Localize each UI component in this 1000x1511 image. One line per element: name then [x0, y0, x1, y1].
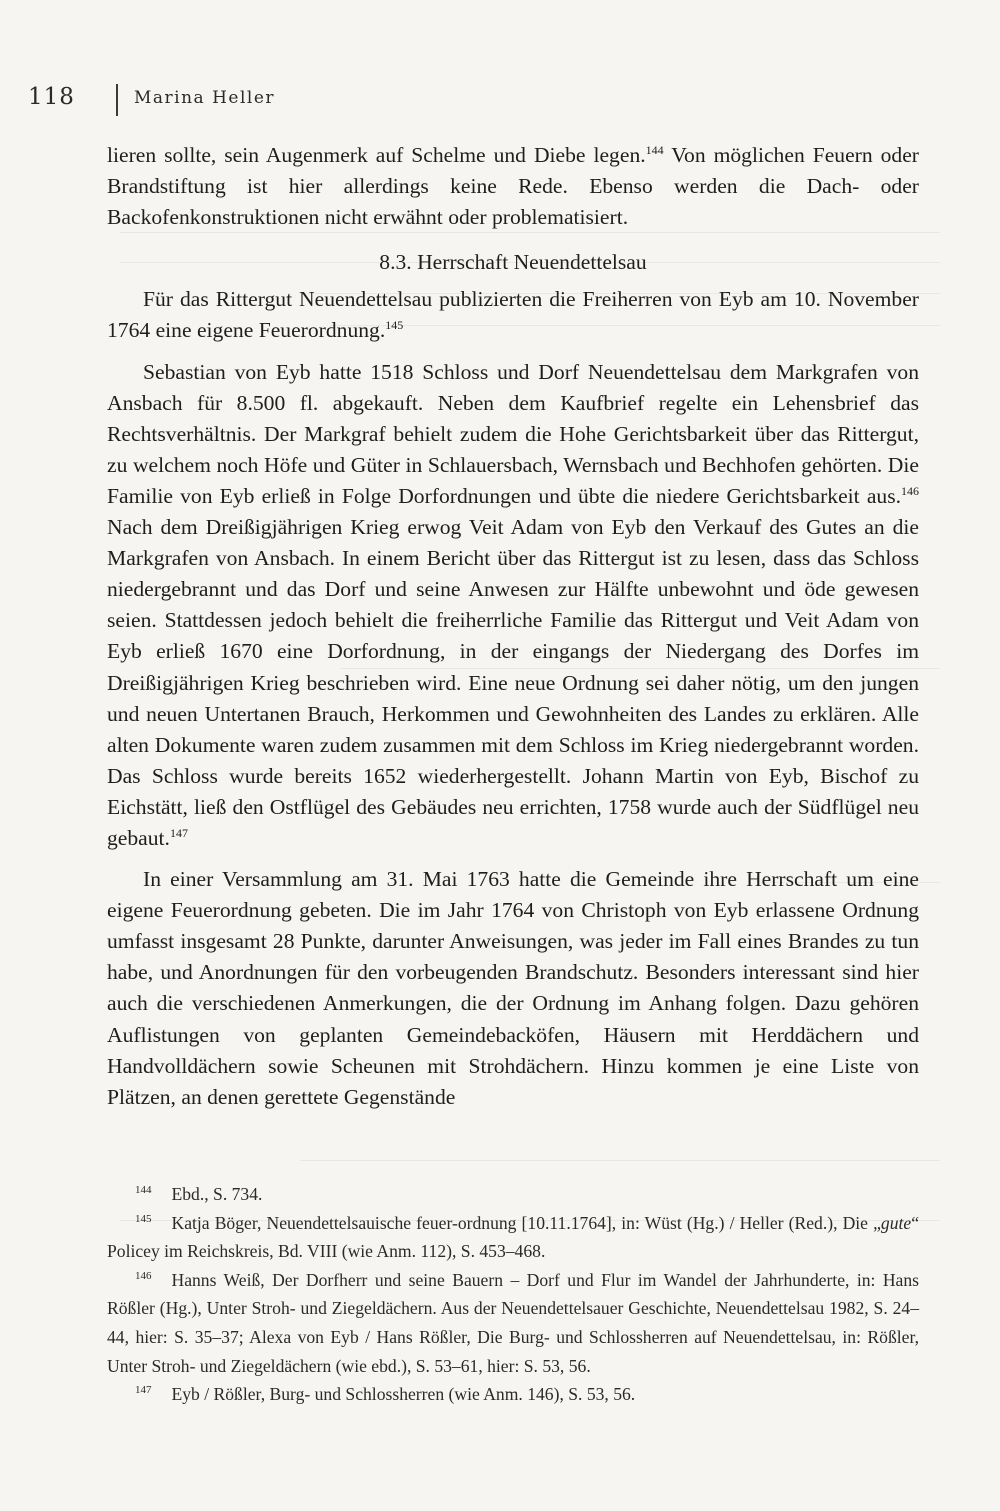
footnote: $^{146}$ Hanns Weiß, Der Dorfherr und seine Bauern – Dorf und Flur im Wandel der Jahrhunderte, in: Hans Rößler (Hg.), Unter Stroh- und Ziegeldächern. Aus der Neuendettelsauer Geschichte, Neuendettelsau 1982, S. 24–44, hier: S. 35–37; Alexa von Eyb / Hans Rößler, Die Burg- und Schlossherren auf Neuendettelsau, in: Rößler, Unter Stroh- und Ziegeldächern (wie ebd.), S. 53–61, hier: S. 53, 56. — [107, 1269, 919, 1376]
footnote: $^{147}$ Eyb / Rößler, Burg- und Schlossherren (wie Anm. 146), S. 53, 56. — [135, 1384, 636, 1405]
footnote-ref: 147 — [169, 825, 188, 840]
page-number: 118 — [28, 84, 75, 110]
paragraph: Für das Rittergut Neuendettelsau publizierten die Freiherren von Eyb am 10. November 1764 eine eigene Feuerordnung.$^{145}$ — [107, 287, 919, 343]
footnote-ref: 146 — [901, 483, 919, 498]
paragraph: Sebastian von Eyb hatte 1518 Schloss und Dorf Neuendettelsau dem Markgrafen von Ansbach für 8.500 fl. abgekauft. Neben dem Kaufbrief regelte ein Lehensbrief das Rechtsverhältnis. Der Markgraf behielt zudem die Hohe Gerichtsbarkeit über das Rittergut, zu welchem noch Höfe und Güter in Schlauersbach, Wernsbach und Bechhofen gehörten. Die Familie von Eyb erließ in Folge Dorfordnungen und übte die niedere Gerichtsbarkeit aus.$^{146}$ Nach dem Dreißigjährigen Krieg erwog Veit Adam von Eyb den Verkauf des Gutes an die Markgrafen von Ansbach. In einem Bericht über das Rittergut ist zu lesen, dass das Schloss niedergebrannt und das Dorf und seine Anwesen zur Hälfte unbewohnt und öde gewesen seien. Stattdessen jedoch behielt die freiherrliche Familie das Rittergut und Veit Adam von Eyb erließ 1670 eine Dorfordnung, in der eingangs der Niedergang des Dorfes im Dreißigjährigen Krieg beschrieben wird. Eine neue Ordnung sei daher nötig, um den jungen und neuen Untertanen Brauch, Herkommen und Gewohnheiten des Landes zu erklären. Alle alten Dokumente waren zudem zusammen mit dem Schloss im Krieg niedergebrannt worden. Das Schloss wurde bereits 1652 wiederhergestellt. Johann Martin von Eyb, Bischof zu Eichstätt, ließ den Ostflügel des Gebäudes neu errichten, 1758 wurde auch der Südflügel neu gebaut.$^{147}$ — [107, 359, 919, 850]
page-header — [28, 84, 968, 118]
section-heading: 8.3. Herrschaft Neuendettelsau — [379, 250, 647, 275]
main-text — [107, 140, 919, 1113]
header-divider — [116, 84, 118, 116]
running-head-author: Marina Heller — [134, 88, 276, 108]
footnote: $^{144}$ Ebd., S. 734. — [135, 1184, 263, 1204]
paragraph: In einer Versammlung am 31. Mai 1763 hatte die Gemeinde ihre Herrschaft um eine eigene Feuerordnung gebeten. Die im Jahr 1764 von Christoph von Eyb erlassene Ordnung umfasst insgesamt 28 Punkte, darunter Anweisungen, was jeder im Fall eines Brandes zu tun habe, und Anordnungen für den vorbeugenden Brandschutz. Besonders interessant sind hier auch die verschiedenen Anmerkungen, die der Ordnung im Anhang folgen. Dazu gehören Auflistungen von geplanten Gemeindebacköfen, Häusern mit Herddächern und Handvolldächern sowie Scheunen mit Strohdächern. Hinzu kommen je eine Liste von Plätzen, an denen gerettete Gegenstände — [107, 867, 919, 1109]
footnote-ref: 144 — [645, 142, 664, 157]
paragraph: lieren sollte, sein Augenmerk auf Schelme und Diebe legen.$^{144}$ Von möglichen Feuern oder Brandstiftung ist hier allerdings keine Rede. Ebenso werden die Dach- oder Backofenkonstruktionen nicht erwähnt oder problematisiert. — [107, 142, 920, 230]
footnote: $^{145}$ Katja Böger, Neuendettelsauische feuer-ordnung [10.11.1764], in: Wüst (Hg.) / Heller (Red.), Die „gute“ Policey im Reichskreis, Bd. VIII (wie Anm. 112), S. 453–468. — [107, 1212, 919, 1262]
footnotes — [107, 1180, 919, 1409]
footnote-ref: 145 — [385, 318, 404, 333]
